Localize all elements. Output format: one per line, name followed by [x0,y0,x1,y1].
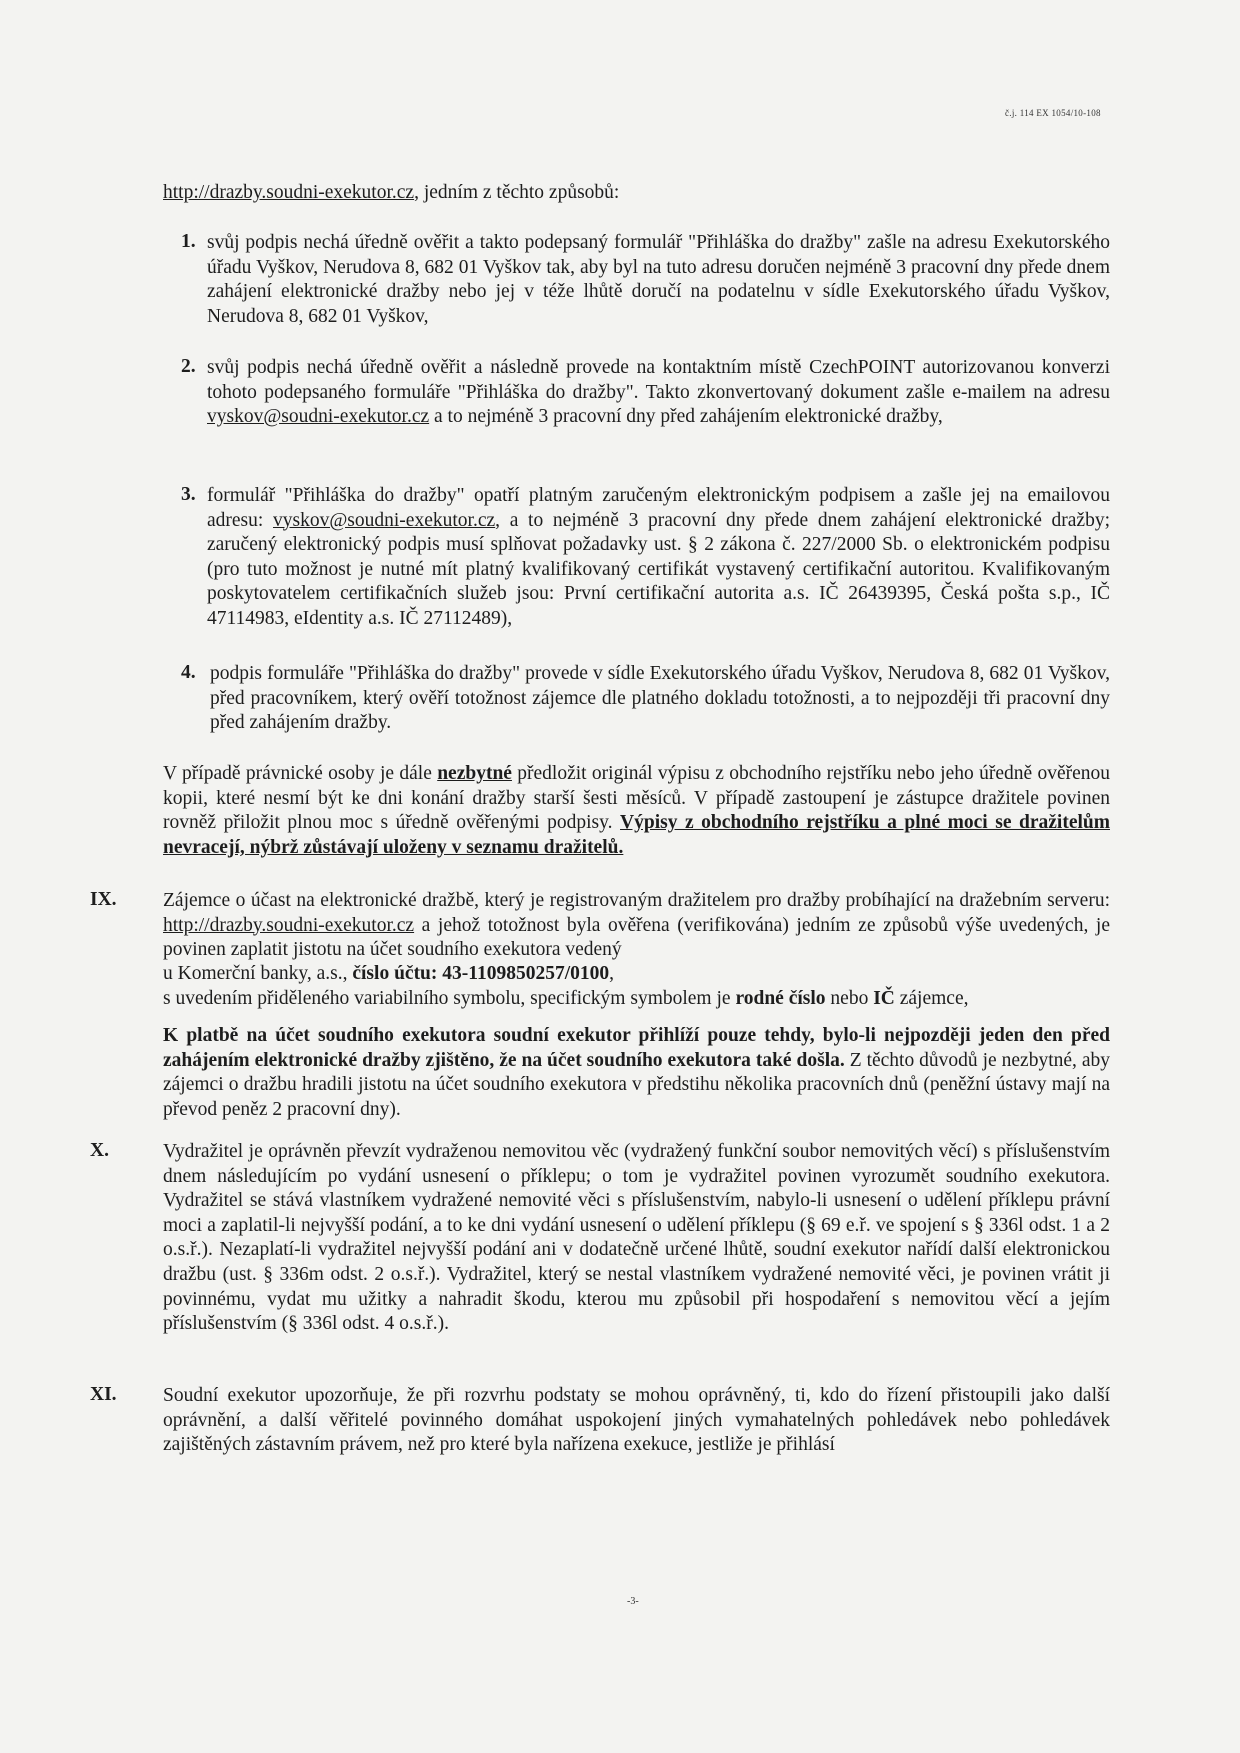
section-xi-number: XI. [90,1384,117,1405]
item-2-text: svůj podpis nechá úředně ověřit a následně provede na kontaktním místě CzechPOINT autorizovanou konverzi tohoto podepsaného formuláře "Přihláška do dražby". Takto zkonvertovaný dokument zašle e-mailem na adresu vyskov@soudni-exekutor.cz a to nejméně 3 pracovní dny před zahájením elektronické dražby, [207,357,1110,428]
intro-line [163,181,1063,206]
page-number: -3- [627,1596,639,1607]
legal-emphasis: nezbytné [437,763,512,784]
section-ix-payment-note: K platbě na účet soudního exekutora soudní exekutor přihlíží pouze tehdy, bylo-li nejpozději jeden den před zahájením elektronické dražby zjištěno, že na účet soudního exekutora také došla. Z těchto důvodů je nezbytné, aby zájemci o dražbu hradili jistotu na účet soudního exekutora v předstihu několika pracovních dnů (peněžní ústavy mají na převod peněz 2 pracovní dny). [163,1025,1110,1120]
item-2-number: 2. [181,356,196,377]
section-xi-paragraph: Soudní exekutor upozorňuje, že při rozvrhu podstaty se mohou oprávněný, ti, kdo do řízení přistoupili jako další oprávnění, a další věřitelé povinného domáhat uspokojení jiných vymahatelných pohledávek nebo pohledávek zajištěných zástavním právem, než pro které byla nařízena exekuce, jestliže je přihlásí [163,1385,1110,1456]
item-4-text: podpis formuláře "Přihláška do dražby" provede v sídle Exekutorského úřadu Vyškov, Nerudova 8, 682 01 Vyškov, před pracovníkem, který ověří totožnost zájemce dle platného dokladu totožnosti, a to nejpozději tři pracovní dny před zahájením dražby. [210,663,1110,734]
legal-entity-paragraph: V případě právnické osoby je dále nezbytné předložit originál výpisu z obchodního rejstříku nebo jeho úředně ověřenou kopii, které nesmí být ke dni konání dražby starší šesti měsíců. V případě zastoupení je zástupce dražitele povinen rovněž přiložit plnou moc s úředně ověřenými podpisy. Výpisy z obchodního rejstříku a plné moci se dražitelům nevracejí, nýbrž zůstávají uloženy v seznamu dražitelů. [163,763,1111,858]
section-ix-server-link[interactable]: http://drazby.soudni-exekutor.cz [163,914,415,936]
section-ix-paragraph: Zájemce o účast na elektronické dražbě, který je registrovaným dražitelem pro dražby probíhající na dražebním serveru: http://drazby.soudni-exekutor.cz a jehož totožnost byla ověřena (verifikována) jedním ze způsobů výše uvedených, je povinen zaplatit jistotu na účet soudního exekutora vedený [163,890,1110,961]
item-4-number: 4. [181,662,196,683]
section-ix-number: IX. [90,889,117,910]
case-reference: č.j. 114 EX 1054/10-108 [1005,108,1101,118]
account-number: číslo účtu: 43-1109850257/0100 [352,963,610,984]
legal-notice: Výpisy z obchodního rejstříku a plné moci se dražitelům nevracejí, nýbrž zůstávají uloženy v seznamu dražitelů. [163,812,1110,858]
section-x-number: X. [90,1140,109,1161]
intro-text: , jedním z těchto způsobů: [414,182,620,203]
section-ix-symbol-line: s uvedením přiděleného variabilního symbolu, specifickým symbolem je rodné číslo nebo IČ zájemce, [163,988,969,1009]
item-1-number: 1. [181,231,196,252]
auction-server-link[interactable]: http://drazby.soudni-exekutor.cz [163,182,415,203]
item-3-number: 3. [181,484,196,505]
section-x-paragraph: Vydražitel je oprávněn převzít vydraženou nemovitou věc (vydražený funkční soubor nemovitých věcí) s příslušenstvím dnem následujícím po vydání usnesení o příklepu; o tom je vydražitel povinen vyrozumět soudního exekutora. Vydražitel se stává vlastníkem vydražené nemovité věci s příslušenstvím, nabylo-li usnesení o udělení příklepu právní moci a zaplatil-li nejvyšší podání, a to ke dni vydání usnesení o udělení příklepu (§ 69 e.ř. ve spojení s § 336l odst. 1 a 2 o.s.ř.). Nezaplatí-li vydražitel nejvyšší podání ani v dodatečně určené lhůtě, soudní exekutor nařídí další elektronickou dražbu (ust. § 336m odst. 2 o.s.ř.). Vydražitel, který se nestal vlastníkem vydražené nemovité věci, je povinen vrátit ji povinnému, vydat mu užitky a nahradit škodu, kterou mu způsobil při hospodaření s nemovitou věcí a jejím příslušenstvím (§ 336l odst. 4 o.s.ř.). [163,1141,1110,1335]
item-1-text: svůj podpis nechá úředně ověřit a takto podepsaný formulář "Přihláška do dražby" zašle na adresu Exekutorského úřadu Vyškov, Nerudova 8, 682 01 Vyškov tak, aby byl na tuto adresu doručen nejméně 3 pracovní dny přede dnem zahájení elektronické dražby nebo jej v téže lhůtě doručí na podatelnu v sídle Exekutorského úřadu Vyškov, Nerudova 8, 682 01 Vyškov, [207,232,1110,327]
item-2-email-link[interactable]: vyskov@soudni-exekutor.cz [207,406,430,428]
payment-note-bold: K platbě na účet soudního exekutora soudní exekutor přihlíží pouze tehdy, bylo-li nejpozději jeden den před zahájením elektronické dražby zjištěno, že na účet soudního exekutora také došla. [163,1025,1110,1071]
item-3-text: formulář "Přihláška do dražby" opatří platným zaručeným elektronickým podpisem a zašle jej na emailovou adresu: vyskov@soudni-exekutor.cz, a to nejméně 3 pracovní dny přede dnem zahájení elektronické dražby; zaručený elektronický podpis musí splňovat požadavky ust. § 2 zákona č. 227/2000 Sb. o elektronickém podpisu (pro tuto možnost je nutné mít platný kvalifikovaný certifikát vystavený certifikační autoritou. Kvalifikovaným poskytovatelem certifikačních služeb jsou: První certifikační autorita a.s. IČ 26439395, Česká pošta s.p., IČ 47114983, eIdentity a.s. IČ 27112489), [207,485,1111,629]
section-ix-bank-line: u Komerční banky, a.s., číslo účtu: 43-1109850257/0100, [163,963,614,984]
item-3-email-link[interactable]: vyskov@soudni-exekutor.cz [273,509,496,531]
